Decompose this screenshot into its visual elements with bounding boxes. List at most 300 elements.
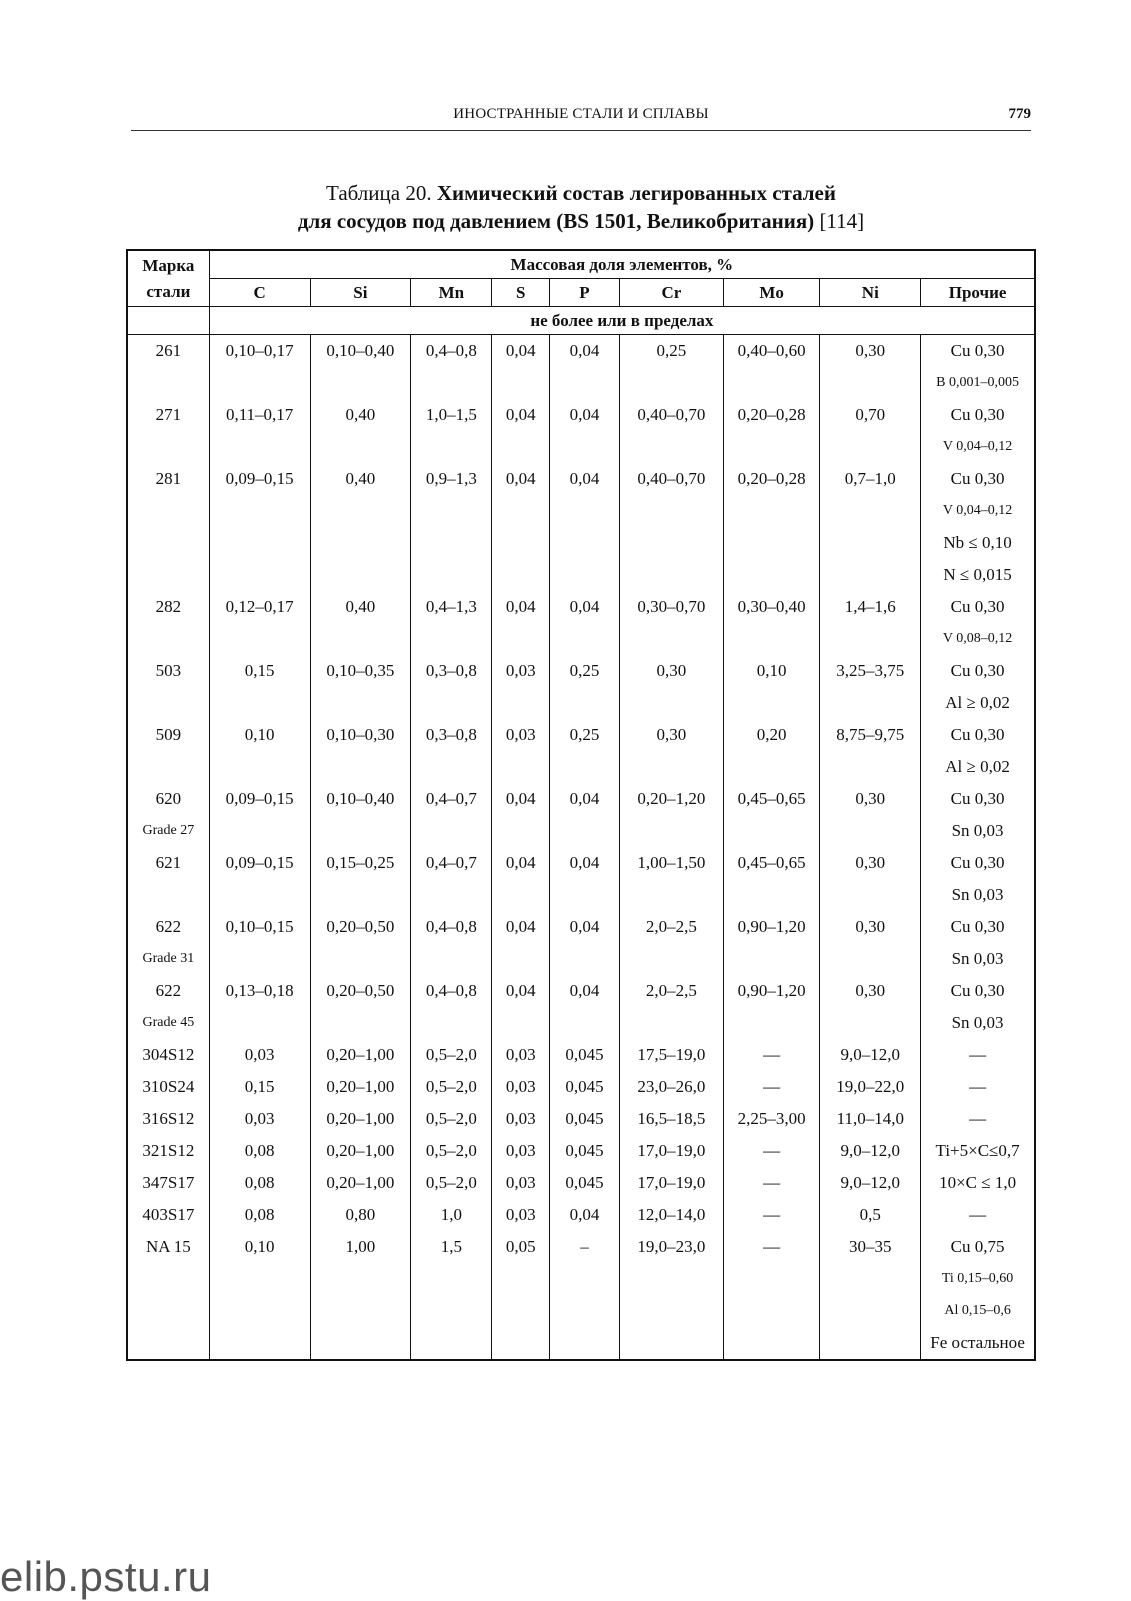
value-cell: —: [723, 1199, 820, 1231]
value-cell: –: [550, 1231, 620, 1263]
value-cell: 0,20–1,20: [619, 783, 723, 815]
value-cell: 0,045: [550, 1167, 620, 1199]
value-cell: 0,20–1,00: [310, 1071, 411, 1103]
value-cell: [209, 1295, 310, 1327]
grade-cell: [127, 431, 209, 463]
table-row: [127, 751, 1035, 783]
caption-title-part-2: для сосудов под давлением (BS 1501, Великобритания): [297, 209, 815, 233]
value-cell: 0,15: [209, 655, 310, 687]
grade-cell: 503: [127, 655, 209, 687]
grade-cell: [127, 527, 209, 559]
value-cell: 0,10–0,35: [310, 655, 411, 687]
value-cell: —: [723, 1231, 820, 1263]
table-row: [127, 335, 1035, 368]
value-cell: 0,20–0,28: [723, 463, 820, 495]
value-cell: [723, 1295, 820, 1327]
value-cell: [492, 1327, 550, 1360]
value-cell: 0,04: [492, 783, 550, 815]
value-cell: 0,03: [492, 1167, 550, 1199]
element-header-row: [127, 279, 1035, 307]
value-cell: [723, 1327, 820, 1360]
grade-cell: [127, 1295, 209, 1327]
value-cell: [619, 815, 723, 847]
value-cell: [209, 495, 310, 527]
value-cell: [411, 1327, 492, 1360]
value-cell: 0,04: [550, 783, 620, 815]
value-cell: [619, 559, 723, 591]
value-cell: 0,03: [492, 719, 550, 751]
value-cell: 0,03: [209, 1103, 310, 1135]
value-cell: 1,4–1,6: [820, 591, 921, 623]
other-elements-cell: Cu 0,30: [921, 847, 1035, 879]
value-cell: [723, 687, 820, 719]
value-cell: [619, 495, 723, 527]
value-cell: [492, 815, 550, 847]
value-cell: [492, 623, 550, 655]
value-cell: 0,04: [550, 399, 620, 431]
value-cell: [209, 559, 310, 591]
other-elements-cell: Ti 0,15–0,60: [921, 1263, 1035, 1295]
value-cell: 2,0–2,5: [619, 975, 723, 1007]
value-cell: 0,03: [209, 1039, 310, 1071]
value-cell: [411, 1295, 492, 1327]
value-cell: [550, 559, 620, 591]
value-cell: 0,10–0,40: [310, 783, 411, 815]
value-cell: [209, 367, 310, 399]
other-elements-cell: N ≤ 0,015: [921, 559, 1035, 591]
value-cell: [550, 815, 620, 847]
value-cell: [550, 1327, 620, 1360]
table-row: [127, 1071, 1035, 1103]
value-cell: 9,0–12,0: [820, 1135, 921, 1167]
table-row: [127, 559, 1035, 591]
value-cell: [550, 943, 620, 975]
value-cell: [820, 815, 921, 847]
value-cell: [209, 623, 310, 655]
value-cell: [310, 687, 411, 719]
value-cell: [492, 367, 550, 399]
value-cell: [550, 687, 620, 719]
value-cell: 0,15–0,25: [310, 847, 411, 879]
value-cell: 0,20–1,00: [310, 1039, 411, 1071]
value-cell: [619, 527, 723, 559]
value-cell: [550, 1007, 620, 1039]
running-title: ИНОСТРАННЫЕ СТАЛИ И СПЛАВЫ: [453, 106, 709, 122]
other-elements-cell: 10×C ≤ 1,0: [921, 1167, 1035, 1199]
value-cell: [723, 943, 820, 975]
value-cell: [492, 559, 550, 591]
value-cell: 2,25–3,00: [723, 1103, 820, 1135]
value-cell: [411, 559, 492, 591]
table-row: [127, 431, 1035, 463]
grade-header-line-1: Марка: [142, 255, 195, 275]
value-cell: [723, 495, 820, 527]
value-cell: [492, 1295, 550, 1327]
value-cell: 0,04: [550, 335, 620, 368]
value-cell: [492, 751, 550, 783]
table-row: [127, 591, 1035, 623]
grade-cell: 622: [127, 911, 209, 943]
value-cell: 0,045: [550, 1103, 620, 1135]
watermark: elib.pstu.ru: [0, 1553, 212, 1600]
table-row: [127, 623, 1035, 655]
value-cell: 1,5: [411, 1231, 492, 1263]
other-elements-cell: Cu 0,30: [921, 591, 1035, 623]
value-cell: 0,30: [820, 335, 921, 368]
grade-cell: [127, 879, 209, 911]
value-cell: 0,08: [209, 1199, 310, 1231]
other-elements-cell: —: [921, 1039, 1035, 1071]
value-cell: 0,10: [723, 655, 820, 687]
other-elements-cell: Sn 0,03: [921, 879, 1035, 911]
other-elements-cell: Cu 0,30: [921, 335, 1035, 368]
value-cell: [492, 495, 550, 527]
grade-cell: 261: [127, 335, 209, 368]
table-row: [127, 399, 1035, 431]
table-caption-line-1: [131, 181, 1031, 206]
value-cell: 0,05: [492, 1231, 550, 1263]
table-row: [127, 1135, 1035, 1167]
value-cell: [310, 431, 411, 463]
value-cell: 0,25: [619, 335, 723, 368]
value-cell: [209, 879, 310, 911]
value-cell: 0,04: [550, 975, 620, 1007]
table-row: [127, 911, 1035, 943]
value-cell: 0,04: [492, 335, 550, 368]
value-cell: 23,0–26,0: [619, 1071, 723, 1103]
value-cell: [411, 495, 492, 527]
value-cell: 1,00–1,50: [619, 847, 723, 879]
value-cell: 0,04: [550, 591, 620, 623]
grade-cell: [127, 559, 209, 591]
table-row: [127, 1007, 1035, 1039]
value-cell: 0,04: [550, 1199, 620, 1231]
value-cell: [820, 1295, 921, 1327]
value-cell: [209, 1327, 310, 1360]
other-elements-cell: Fe остальное: [921, 1327, 1035, 1360]
value-cell: [619, 1327, 723, 1360]
value-cell: [411, 1007, 492, 1039]
grade-cell: Grade 27: [127, 815, 209, 847]
value-cell: [550, 623, 620, 655]
value-cell: 0,04: [492, 591, 550, 623]
value-cell: 0,4–1,3: [411, 591, 492, 623]
value-cell: 8,75–9,75: [820, 719, 921, 751]
value-cell: 0,4–0,8: [411, 975, 492, 1007]
value-cell: [310, 367, 411, 399]
grade-cell: 621: [127, 847, 209, 879]
mass-fraction-header: Массовая доля элементов, %: [209, 250, 1035, 279]
table-row: [127, 847, 1035, 879]
value-cell: [820, 1263, 921, 1295]
value-cell: [310, 1295, 411, 1327]
running-header: [131, 104, 1031, 131]
value-cell: [411, 431, 492, 463]
value-cell: 0,30–0,70: [619, 591, 723, 623]
value-cell: [820, 1327, 921, 1360]
value-cell: 1,0: [411, 1199, 492, 1231]
table-row: [127, 943, 1035, 975]
value-cell: 0,30: [820, 911, 921, 943]
value-cell: [209, 1007, 310, 1039]
table-row: [127, 783, 1035, 815]
grade-cell: 347S17: [127, 1167, 209, 1199]
other-elements-cell: V 0,04–0,12: [921, 431, 1035, 463]
value-cell: [411, 879, 492, 911]
value-cell: 9,0–12,0: [820, 1167, 921, 1199]
grade-cell: NA 15: [127, 1231, 209, 1263]
value-cell: 0,20–0,50: [310, 975, 411, 1007]
value-cell: 0,20: [723, 719, 820, 751]
value-cell: 0,30: [820, 975, 921, 1007]
value-cell: 0,10–0,17: [209, 335, 310, 368]
value-cell: [820, 879, 921, 911]
value-cell: [411, 623, 492, 655]
value-cell: 0,5–2,0: [411, 1039, 492, 1071]
value-cell: —: [723, 1135, 820, 1167]
value-cell: 0,10–0,15: [209, 911, 310, 943]
grade-cell: [127, 687, 209, 719]
value-cell: [492, 943, 550, 975]
value-cell: 0,45–0,65: [723, 783, 820, 815]
value-cell: [411, 687, 492, 719]
value-cell: [310, 943, 411, 975]
column-header: Mo: [723, 279, 820, 307]
value-cell: [619, 623, 723, 655]
column-header: Ni: [820, 279, 921, 307]
other-elements-cell: Cu 0,30: [921, 975, 1035, 1007]
value-cell: [723, 367, 820, 399]
table-row: [127, 1263, 1035, 1295]
value-cell: 12,0–14,0: [619, 1199, 723, 1231]
limits-note: не более или в пределах: [209, 307, 1035, 335]
other-elements-cell: Cu 0,30: [921, 399, 1035, 431]
grade-cell: 316S12: [127, 1103, 209, 1135]
value-cell: 0,20–1,00: [310, 1103, 411, 1135]
value-cell: 0,10–0,30: [310, 719, 411, 751]
value-cell: [820, 431, 921, 463]
value-cell: [310, 1263, 411, 1295]
value-cell: [209, 687, 310, 719]
value-cell: —: [723, 1071, 820, 1103]
grade-cell: [127, 1263, 209, 1295]
composition-table: [126, 249, 1036, 1361]
column-header: Cr: [619, 279, 723, 307]
value-cell: 0,04: [550, 463, 620, 495]
value-cell: 0,15: [209, 1071, 310, 1103]
table-caption-line-2: [131, 209, 1031, 234]
value-cell: [550, 1263, 620, 1295]
value-cell: 0,03: [492, 1071, 550, 1103]
value-cell: 0,7–1,0: [820, 463, 921, 495]
value-cell: 0,20–1,00: [310, 1167, 411, 1199]
value-cell: 30–35: [820, 1231, 921, 1263]
table-row: [127, 1167, 1035, 1199]
other-elements-cell: Ti+5×C≤0,7: [921, 1135, 1035, 1167]
table-row: [127, 975, 1035, 1007]
value-cell: 0,3–0,8: [411, 719, 492, 751]
value-cell: [492, 431, 550, 463]
value-cell: [492, 527, 550, 559]
value-cell: 0,90–1,20: [723, 975, 820, 1007]
value-cell: 0,30: [820, 847, 921, 879]
value-cell: 17,0–19,0: [619, 1167, 723, 1199]
other-elements-cell: —: [921, 1103, 1035, 1135]
table-row: [127, 1103, 1035, 1135]
caption-title-part-1: Химический состав легированных сталей: [436, 181, 836, 205]
column-header: C: [209, 279, 310, 307]
value-cell: 9,0–12,0: [820, 1039, 921, 1071]
table-row: [127, 1231, 1035, 1263]
grade-header-line-2: стали: [146, 281, 191, 301]
value-cell: [723, 815, 820, 847]
value-cell: [619, 943, 723, 975]
value-cell: 0,40–0,60: [723, 335, 820, 368]
value-cell: 0,25: [550, 719, 620, 751]
value-cell: [820, 495, 921, 527]
value-cell: [310, 1007, 411, 1039]
value-cell: [723, 431, 820, 463]
page-number: 779: [1008, 106, 1031, 122]
grade-cell: 620: [127, 783, 209, 815]
table-row: [127, 687, 1035, 719]
other-elements-cell: B 0,001–0,005: [921, 367, 1035, 399]
value-cell: [820, 687, 921, 719]
column-header: Mn: [411, 279, 492, 307]
grade-header-spacer: [127, 307, 209, 335]
value-cell: [550, 367, 620, 399]
value-cell: [723, 1007, 820, 1039]
value-cell: 0,5: [820, 1199, 921, 1231]
value-cell: 0,04: [550, 847, 620, 879]
value-cell: 0,04: [492, 911, 550, 943]
value-cell: 19,0–22,0: [820, 1071, 921, 1103]
value-cell: [310, 495, 411, 527]
value-cell: [550, 495, 620, 527]
value-cell: 0,045: [550, 1039, 620, 1071]
table-row: [127, 463, 1035, 495]
value-cell: [619, 367, 723, 399]
value-cell: [411, 943, 492, 975]
value-cell: [209, 1263, 310, 1295]
value-cell: 0,5–2,0: [411, 1167, 492, 1199]
table-row: [127, 495, 1035, 527]
table-body: [127, 335, 1035, 1361]
value-cell: 0,04: [550, 911, 620, 943]
value-cell: 0,03: [492, 1103, 550, 1135]
value-cell: 1,0–1,5: [411, 399, 492, 431]
table-row: [127, 527, 1035, 559]
value-cell: 0,10: [209, 1231, 310, 1263]
table-row: [127, 815, 1035, 847]
table-row: [127, 1039, 1035, 1071]
value-cell: 2,0–2,5: [619, 911, 723, 943]
value-cell: [310, 815, 411, 847]
other-elements-cell: Sn 0,03: [921, 1007, 1035, 1039]
grade-column-header: [127, 250, 209, 307]
grade-cell: [127, 751, 209, 783]
value-cell: 0,4–0,7: [411, 783, 492, 815]
other-elements-cell: —: [921, 1071, 1035, 1103]
value-cell: 0,40–0,70: [619, 463, 723, 495]
value-cell: [619, 879, 723, 911]
value-cell: 0,10–0,40: [310, 335, 411, 368]
other-elements-cell: Cu 0,30: [921, 719, 1035, 751]
value-cell: [619, 1295, 723, 1327]
other-elements-cell: Al ≥ 0,02: [921, 687, 1035, 719]
value-cell: [209, 431, 310, 463]
value-cell: 0,30: [619, 719, 723, 751]
grade-cell: 282: [127, 591, 209, 623]
value-cell: 0,40: [310, 591, 411, 623]
value-cell: [411, 367, 492, 399]
value-cell: 0,10: [209, 719, 310, 751]
value-cell: [723, 527, 820, 559]
value-cell: 0,12–0,17: [209, 591, 310, 623]
value-cell: 0,08: [209, 1135, 310, 1167]
value-cell: [411, 527, 492, 559]
value-cell: 0,4–0,8: [411, 335, 492, 368]
other-elements-cell: V 0,08–0,12: [921, 623, 1035, 655]
table-row: [127, 879, 1035, 911]
value-cell: [619, 1263, 723, 1295]
value-cell: 0,30: [820, 783, 921, 815]
value-cell: [550, 431, 620, 463]
value-cell: 0,40: [310, 399, 411, 431]
table-row: [127, 1199, 1035, 1231]
value-cell: 0,09–0,15: [209, 783, 310, 815]
grade-cell: 622: [127, 975, 209, 1007]
value-cell: [619, 687, 723, 719]
table-row: [127, 1327, 1035, 1360]
value-cell: [820, 1007, 921, 1039]
other-elements-cell: Sn 0,03: [921, 943, 1035, 975]
other-elements-cell: Sn 0,03: [921, 815, 1035, 847]
value-cell: 0,4–0,8: [411, 911, 492, 943]
value-cell: [411, 1263, 492, 1295]
grade-cell: 281: [127, 463, 209, 495]
value-cell: [619, 1007, 723, 1039]
value-cell: 0,20–0,28: [723, 399, 820, 431]
value-cell: —: [723, 1167, 820, 1199]
other-elements-cell: V 0,04–0,12: [921, 495, 1035, 527]
value-cell: 0,03: [492, 1199, 550, 1231]
value-cell: [550, 879, 620, 911]
value-cell: [723, 751, 820, 783]
value-cell: [310, 623, 411, 655]
table-row: [127, 367, 1035, 399]
column-header: Прочие: [921, 279, 1035, 307]
value-cell: 0,45–0,65: [723, 847, 820, 879]
other-elements-cell: Nb ≤ 0,10: [921, 527, 1035, 559]
column-header: Si: [310, 279, 411, 307]
value-cell: 0,9–1,3: [411, 463, 492, 495]
grade-cell: 304S12: [127, 1039, 209, 1071]
value-cell: [723, 623, 820, 655]
grade-cell: 403S17: [127, 1199, 209, 1231]
value-cell: 0,04: [492, 975, 550, 1007]
other-elements-cell: Cu 0,75: [921, 1231, 1035, 1263]
value-cell: [310, 751, 411, 783]
grade-cell: Grade 45: [127, 1007, 209, 1039]
value-cell: [209, 943, 310, 975]
value-cell: 0,09–0,15: [209, 463, 310, 495]
value-cell: [723, 559, 820, 591]
value-cell: [310, 559, 411, 591]
other-elements-cell: Al ≥ 0,02: [921, 751, 1035, 783]
grade-cell: [127, 367, 209, 399]
grade-cell: Grade 31: [127, 943, 209, 975]
